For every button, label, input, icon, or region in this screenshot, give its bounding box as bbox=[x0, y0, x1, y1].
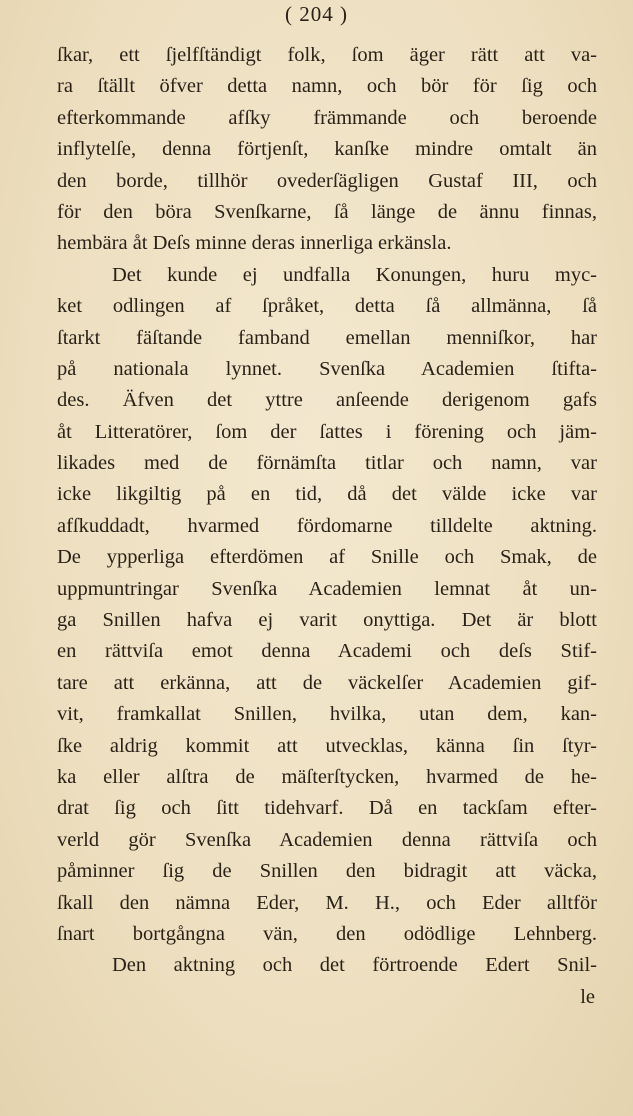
text-line: ket odlingen af ſpråket, detta ſå allmänna, ſå bbox=[57, 295, 597, 318]
text-line: för den böra Svenſkarne, ſå länge de ännu finnas, bbox=[57, 200, 597, 223]
text-line: tare att erkänna, att de väckelſer Academien gif- bbox=[57, 671, 597, 694]
catchword: le bbox=[580, 985, 595, 1008]
text-line: på nationala lynnet. Svenſka Academien ſtifta- bbox=[57, 357, 597, 380]
page-number: ( 204 ) bbox=[285, 2, 348, 26]
text-line: vit, framkallat Snillen, hvilka, utan dem, kan- bbox=[57, 703, 597, 726]
text-line: ſnart bortgångna vän, den odödlige Lehnberg. bbox=[57, 922, 597, 945]
text-line: icke likgiltig på en tid, då det välde icke var bbox=[57, 483, 597, 506]
text-line: ka eller alſtra de mäſterſtycken, hvarmed de he- bbox=[57, 765, 597, 788]
text-line: hembära åt Deſs minne deras innerliga erkänsla. bbox=[57, 232, 452, 255]
text-line: uppmuntringar Svenſka Academien lemnat åt un- bbox=[57, 577, 597, 600]
text-line: ſke aldrig kommit att utvecklas, känna ſin ſtyr- bbox=[57, 734, 597, 757]
text-line: De ypperliga efterdömen af Snille och Smak, de bbox=[57, 546, 597, 569]
text-line: ra ſtällt öfver detta namn, och bör för ſig och bbox=[57, 75, 597, 98]
text-line: efterkommande afſky främmande och beroende bbox=[57, 106, 597, 129]
text-line: ga Snillen hafva ej varit onyttiga. Det är blott bbox=[57, 609, 597, 632]
text-line: verld gör Svenſka Academien denna rättviſa och bbox=[57, 828, 597, 851]
text-line: likades med de förnämſta titlar och namn, var bbox=[57, 452, 597, 475]
body-text bbox=[57, 40, 597, 1013]
text-line: des. Äfven det yttre anſeende derigenom gafs bbox=[57, 389, 597, 412]
text-line: påminner ſig de Snillen den bidragit att väcka, bbox=[57, 860, 597, 883]
text-line: åt Litteratörer, ſom der ſattes i förening och jäm- bbox=[57, 420, 597, 443]
text-line: den borde, tillhör ovederſägligen Gustaf III, och bbox=[57, 169, 597, 192]
text-line: Den aktning och det förtroende Edert Snil- bbox=[112, 954, 597, 977]
text-line: inflytelſe, denna förtjenſt, kanſke mindre omtalt än bbox=[57, 138, 597, 161]
text-line: en rättviſa emot denna Academi och deſs Stif- bbox=[57, 640, 597, 663]
text-line: drat ſig och ſitt tidehvarf. Då en tackſam efter- bbox=[57, 797, 597, 820]
text-line: ſtarkt fäſtande famband emellan menniſkor, har bbox=[57, 326, 597, 349]
text-line: Det kunde ej undfalla Konungen, huru myc- bbox=[112, 263, 597, 286]
text-line: ſkar, ett ſjelfſtändigt folk, ſom äger rätt att va- bbox=[57, 44, 597, 66]
text-line: afſkuddadt, hvarmed fördomarne tilldelte aktning. bbox=[57, 514, 597, 537]
text-line: ſkall den nämna Eder, M. H., och Eder alltför bbox=[57, 891, 597, 914]
